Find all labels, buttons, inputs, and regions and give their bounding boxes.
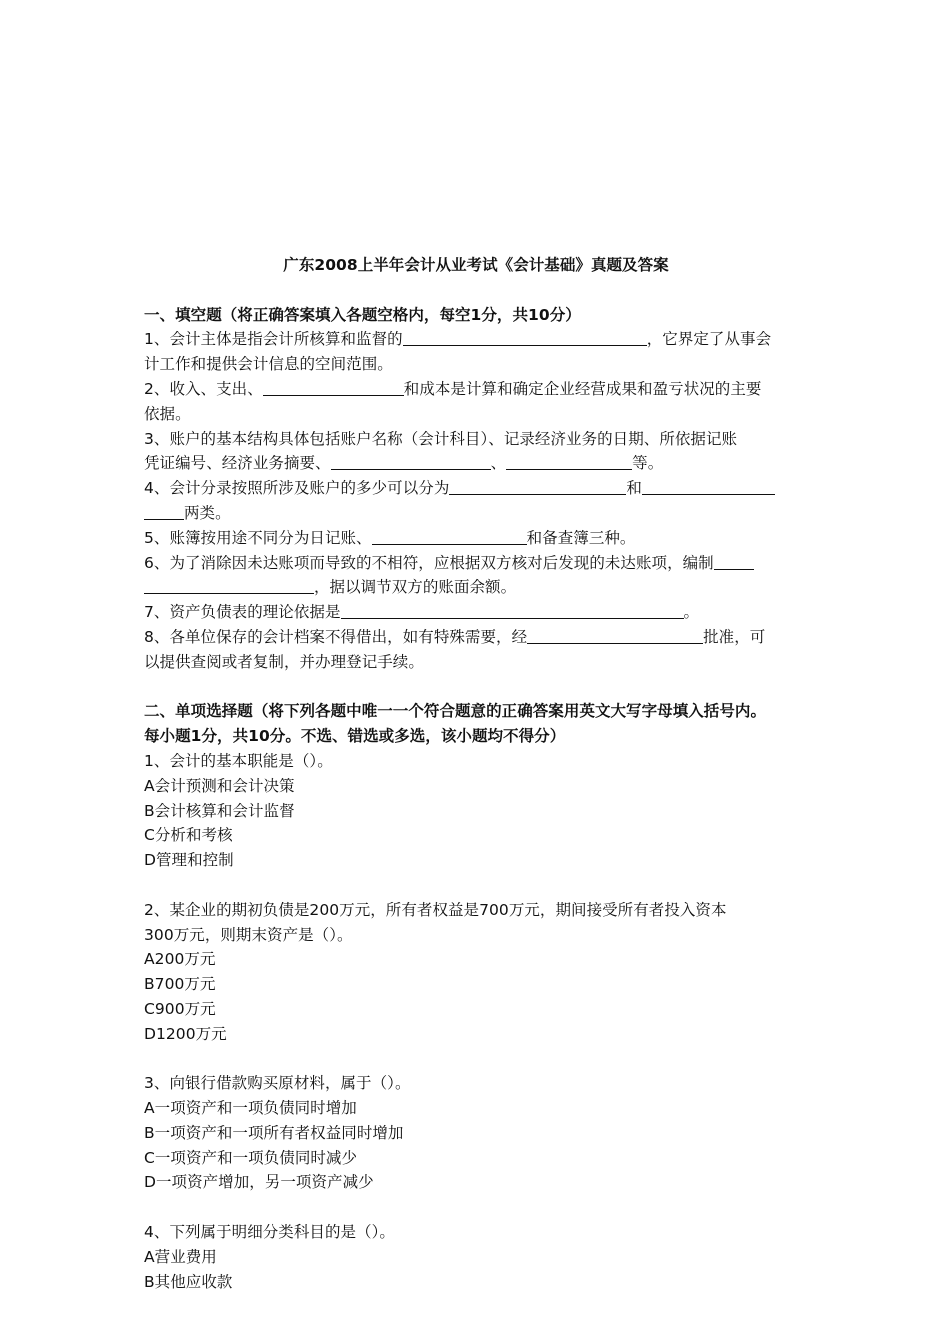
answer-blank: [144, 576, 314, 594]
option-item: D管理和控制: [144, 851, 234, 870]
fill-question-8-cont: 以提供查阅或者复制，并办理登记手续。: [144, 652, 424, 671]
fill-question-4: 4、会计分录按照所涉及账户的多少可以分为 和: [144, 476, 808, 501]
answer-blank: [403, 328, 647, 346]
fill-question-6-cont: ，据以调节双方的账面余额。: [144, 575, 808, 600]
fill-question-4-cont: 两类。: [144, 501, 808, 526]
option-item: C900万元: [144, 999, 216, 1018]
document-title: 广东2008上半年会计从业考试《会计基础》真题及答案: [283, 256, 669, 274]
fill-question-3-cont: 凭证编号、经济业务摘要、 、 等。: [144, 454, 664, 473]
answer-blank: [341, 601, 684, 619]
fill-question-1-cont: 计工作和提供会计信息的空间范围。: [144, 355, 393, 374]
answer-blank: [331, 452, 491, 470]
fill-question-2: 2、收入、支出、 和成本是计算和确定企业经营成果和盈亏状况的主要: [144, 379, 762, 398]
section2-heading: 二、单项选择题（将下列各题中唯一一个符合题意的正确答案用英文大写字母填入括号内。: [144, 702, 767, 721]
fill-question-5: 5、账簿按用途不同分为日记账、 和备查簿三种。: [144, 528, 636, 547]
option-item: A会计预测和会计决策: [144, 776, 295, 795]
option-item: D一项资产增加，另一项资产减少: [144, 1173, 374, 1192]
answer-blank: [372, 527, 527, 545]
section1-heading: 一、填空题（将正确答案填入各题空格内，每空1分，共10分）: [144, 305, 581, 324]
choice-question-2: 2、某企业的期初负债是200万元，所有者权益是700万元，期间接受所有者投入资本: [144, 900, 727, 919]
choice-question-2-cont: 300万元，则期末资产是（）。: [144, 925, 353, 944]
option-item: A200万元: [144, 950, 216, 969]
option-item: A营业费用: [144, 1247, 217, 1266]
fill-question-3: 3、账户的基本结构具体包括账户名称（会计科目）、记录经济业务的日期、所依据记账: [144, 429, 738, 448]
fill-question-1: 1、会计主体是指会计所核算和监督的 ，它界定了从事会: [144, 330, 772, 349]
option-item: C分析和考核: [144, 826, 233, 845]
answer-blank: [449, 477, 626, 495]
fill-question-2-cont: 依据。: [144, 404, 191, 423]
document-content: [144, 253, 808, 1294]
choice-question-1: 1、会计的基本职能是（）。: [144, 751, 333, 770]
choice-question-4: 4、下列属于明细分类科目的是（）。: [144, 1223, 395, 1242]
answer-blank: [714, 552, 754, 570]
option-item: D1200万元: [144, 1024, 227, 1043]
choice-question-3: 3、向银行借款购买原材料，属于（）。: [144, 1074, 411, 1093]
option-item: A一项资产和一项负债同时增加: [144, 1099, 357, 1118]
fill-question-7: 7、资产负债表的理论依据是 。: [144, 603, 700, 622]
option-item: B会计核算和会计监督: [144, 801, 295, 820]
answer-blank: [642, 477, 775, 495]
section2-heading-cont: 每小题1分，共10分。不选、错选或多选，该小题均不得分）: [144, 727, 566, 746]
answer-blank: [144, 502, 184, 520]
answer-blank: [263, 378, 404, 396]
answer-blank: [527, 626, 703, 644]
option-item: B700万元: [144, 975, 216, 994]
answer-blank: [506, 452, 632, 470]
option-item: C一项资产和一项负债同时减少: [144, 1148, 358, 1167]
fill-question-8: 8、各单位保存的会计档案不得借出，如有特殊需要，经 批准，可: [144, 627, 766, 646]
option-item: B一项资产和一项所有者权益同时增加: [144, 1123, 404, 1142]
option-item: B其他应收款: [144, 1272, 233, 1291]
fill-question-6: 6、为了消除因未达账项而导致的不相符，应根据双方核对后发现的未达账项，编制: [144, 551, 808, 576]
